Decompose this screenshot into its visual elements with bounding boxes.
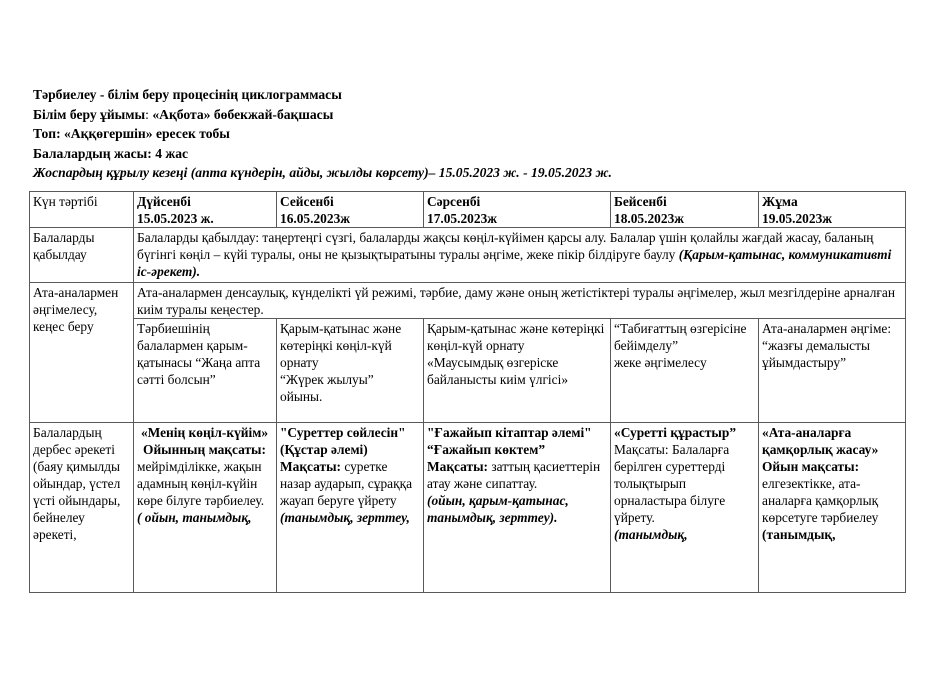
parents-common-row: [30, 283, 906, 319]
parents-days-row: [30, 319, 906, 423]
activity-wednesday-title: "Ғажайып кітаптар әлемі" “Ғажайып көктем”: [427, 425, 592, 457]
activity-tuesday-text: суретке назар аударып, сұраққа жауап беруге үйрету: [280, 459, 413, 508]
activity-friday-note: (танымдық,: [762, 527, 836, 542]
group-line: Топ: «Аққөгершін» ересек тобы: [33, 126, 230, 141]
day-name: Дүйсенбі: [137, 194, 191, 209]
document-title: Тәрбиелеу - білім беру процесінің циклограммасы: [33, 87, 342, 102]
table-header-row: [30, 192, 906, 228]
activity-monday-note: ( ойын, танымдық,: [137, 510, 252, 525]
parents-friday-topic: “жазғы демалысты ұйымдастыру”: [762, 338, 870, 370]
activity-friday-title: «Ата-аналарға қамқорлық жасау»: [762, 425, 879, 457]
parents-label: Ата-аналармен әңгімелесу, кеңес беру: [30, 283, 134, 423]
header-cell-monday: [134, 192, 277, 228]
activity-tuesday-title: "Суреттер сөйлесін" (Құстар әлемі): [280, 425, 406, 457]
organization-label: Білім беру ұйымы: [33, 106, 146, 122]
parents-tuesday: [277, 319, 424, 423]
parents-friday-line: Ата-аналармен әңгіме:: [762, 321, 892, 336]
activity-friday-text: елгезектікке, ата-аналарға қамқорлық көрсетуге тәрбиелеу: [762, 476, 879, 525]
activity-thursday-note: (танымдық,: [614, 527, 688, 542]
day-name: Бейсенбі: [614, 194, 667, 209]
activity-row: [30, 423, 906, 593]
activity-tuesday: [277, 423, 424, 593]
reception-text: Балаларды қабылдау: таңертеңгі сүзгі, балаларды жақсы көңіл-күйімен қарсы алу. Балалар үшін қолайлы жағдай жасау, баланың бүгінгі көңіл – күйі туралы, оны не қызықтыратыны туралы әңгіме, жеке пікір білдіруге баулу: [137, 230, 874, 262]
parents-text: Ата-аналармен денсаулық, күнделікті үй режимі, тәрбие, даму және оның жетістіктері туралы әңгімелер, жыл мезгілдеріне арналған киім туралы кеңестер.: [134, 283, 906, 319]
activity-wednesday-note: (ойын, қарым-қатынас, танымдық, зерттеу).: [427, 493, 569, 525]
cyclogram-table: [29, 191, 906, 593]
activity-monday: [134, 423, 277, 593]
day-name: Жұма: [762, 194, 798, 209]
parents-wednesday-line: Қарым-қатынас және көтеріңкі көңіл-күй орнату: [427, 321, 605, 353]
parents-tuesday-line: Қарым-қатынас және көтеріңкі көңіл-күй орнату: [280, 321, 402, 370]
day-date: 18.05.2023ж: [614, 211, 684, 226]
reception-note: (Қарым-қатынас, коммуникативті іс-әрекет).: [137, 247, 892, 279]
activity-wednesday-goal: Мақсаты:: [427, 459, 488, 474]
activity-monday-title: «Менің көңіл-күйім» Ойынның мақсаты:: [140, 425, 269, 457]
parents-friday: [759, 319, 906, 423]
header-cell-friday: [759, 192, 906, 228]
header-cell-thursday: [611, 192, 759, 228]
parents-thursday: [611, 319, 759, 423]
header-schedule-label: Күн тәртібі: [33, 194, 98, 209]
period-line: Жоспардың құрылу кезеңі (апта күндерін, айды, жылды көрсету)– 15.05.2023 ж. - 19.05.2023 ж.: [33, 165, 612, 180]
header-cell-wednesday: [424, 192, 611, 228]
day-date: 15.05.2023 ж.: [137, 211, 214, 226]
day-date: 16.05.2023ж: [280, 211, 350, 226]
parents-thursday-line: жеке әңгімелесу: [614, 355, 707, 370]
day-date: 17.05.2023ж: [427, 211, 497, 226]
header-cell-schedule: [30, 192, 134, 228]
day-date: 19.05.2023ж: [762, 211, 832, 226]
activity-tuesday-goal: Мақсаты:: [280, 459, 341, 474]
organization-value: «Ақбота» бөбекжай-бақшасы: [148, 106, 334, 122]
activity-thursday-text: Мақсаты: Балаларға берілген суреттерді толықтырып орналастыра білуге үйрету.: [614, 442, 730, 525]
activity-wednesday-text: заттың қасиеттерін атау және сипаттау.: [427, 459, 601, 491]
activity-wednesday: [424, 423, 611, 593]
header-cell-tuesday: [277, 192, 424, 228]
parents-wednesday-topic: «Маусымдық өзгеріске байланысты киім үлгісі»: [427, 355, 569, 387]
activity-thursday-title: «Суретті құрастыр”: [614, 425, 737, 440]
activity-monday-text: мейрімділікке, жақын адамның көңіл-күйін көре білуге тәрбиелеу.: [137, 459, 265, 508]
age-line: Балалардың жасы: 4 жас: [33, 145, 189, 161]
activity-thursday: [611, 423, 759, 593]
activity-friday-goal: Ойын мақсаты:: [762, 459, 860, 474]
reception-label: Балаларды қабылдау: [30, 228, 134, 283]
day-name: Сейсенбі: [280, 194, 334, 209]
activity-friday: [759, 423, 906, 593]
parents-thursday-topic: “Табиғаттың өзгерісіне бейімделу”: [614, 321, 747, 353]
day-name: Сәрсенбі: [427, 194, 481, 209]
reception-text-cell: [134, 228, 906, 283]
organization-separator: :: [145, 106, 149, 122]
activity-tuesday-note: (танымдық, зерттеу,: [280, 510, 410, 525]
organization-line: [33, 105, 913, 125]
activity-label: Балалардың дербес әрекеті (баяу қимылды ойындар, үстел үсті ойындары, бейнелеу әрекеті,: [30, 423, 134, 593]
parents-wednesday: [424, 319, 611, 423]
document-header: [33, 85, 913, 183]
parents-monday: Тәрбиешінің балалармен қарым-қатынасы “Жаңа апта сәтті болсын”: [134, 319, 277, 423]
parents-tuesday-game: “Жүрек жылуы” ойыны.: [280, 372, 374, 404]
reception-row: [30, 228, 906, 283]
